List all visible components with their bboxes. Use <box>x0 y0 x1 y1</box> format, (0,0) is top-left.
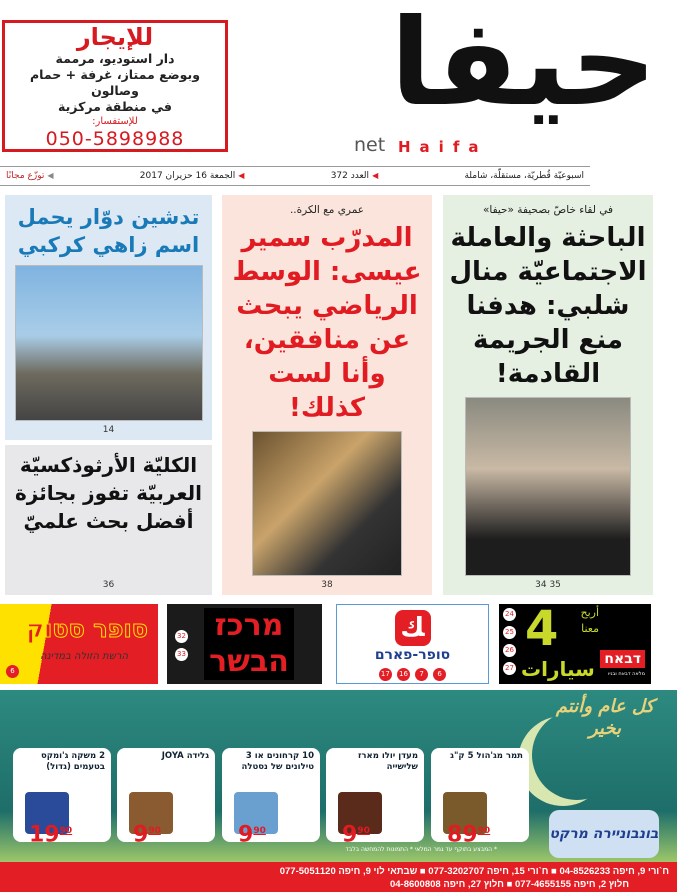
story-headline: الكليّة الأرثوذكسيّة العربيّة تفوز بجائزة أفضل بحث علميّ <box>15 453 202 533</box>
product-name: מעדן יולו מארז שלישייה <box>358 751 418 772</box>
story-right[interactable] <box>443 195 653 595</box>
ad-meat-center[interactable] <box>167 604 322 684</box>
page-badge: 6 <box>6 665 19 678</box>
story-headline: الباحثة والعاملة الاجتماعيّة منال شلبي: هدفنا منع الجريمة القادمة! <box>449 223 647 389</box>
product-card[interactable] <box>326 748 424 847</box>
product-price <box>342 822 370 847</box>
story-middle[interactable] <box>222 195 432 595</box>
product-price <box>238 822 266 847</box>
story-kicker: في لقاء خاصّ بصحيفة «حيفا» <box>482 204 614 216</box>
story-headline: المدرّب سمير عيسى: الوسط الرياضي يبحث عن منافقين، وأنا لست كذلك! <box>232 223 422 423</box>
price-whole: 9 <box>342 822 358 847</box>
product-card[interactable] <box>222 748 320 847</box>
ad-line: أربح <box>580 606 599 619</box>
product-price <box>133 822 161 847</box>
price-whole: 89 <box>447 822 478 847</box>
rent-line: في منطقة مركزية <box>58 99 172 114</box>
rent-line: دار استوديو، مرممة <box>55 51 175 66</box>
ad-line: سيارات <box>521 657 595 681</box>
page-number: 14 <box>102 425 115 435</box>
page-badge: 24 <box>503 608 516 621</box>
story-left-top[interactable] <box>5 195 212 440</box>
product-name: 2 משקה ג'ומקס בטעמים (גדול) <box>40 751 105 772</box>
branch-address: חלוץ 27, חיפה <box>443 879 504 890</box>
ad-name: סופר-פארם <box>374 647 451 663</box>
triangle-icon: ◀ <box>372 171 379 180</box>
price-cents: 90 <box>59 825 73 836</box>
price-cents: 90 <box>148 825 161 836</box>
branch-phone: 04-8526233 <box>559 866 611 877</box>
branch-phone: 077-5051120 <box>279 866 336 877</box>
issue-date: الجمعة 16 حزيران 2017 <box>139 171 236 181</box>
branch-phone: 077-3202707 <box>428 866 485 877</box>
page-number: 38 <box>321 580 333 590</box>
story-headline: تدشين دوّار يحمل اسم زاهي كركبي <box>17 205 200 257</box>
price-whole: 9 <box>238 822 254 847</box>
price-whole: 19 <box>29 822 60 847</box>
price-cents: 90 <box>477 825 491 836</box>
story-photo <box>465 397 631 576</box>
rent-inquiry: للإستفسار: <box>92 116 138 127</box>
ad-super-pharm[interactable] <box>336 604 489 684</box>
ad-super-stock[interactable] <box>0 604 158 684</box>
eid-greeting: كل عام وأنتم بخير <box>555 696 655 739</box>
branches-bar: ח`ורי 9, חיפה 04-8526233 ■ ח`ורי 15, חיפה 077-3202707 ■ שבתאי לוי 9, חיפה 077-5051120 חלוץ 2, חיפה 077-4655155 ■ חלוץ 27, חיפה 04-8600808 <box>0 862 677 892</box>
story-kicker: عمري مع الكرة.. <box>289 204 365 216</box>
branch-address: ח`ורי 15, חיפה <box>486 866 549 877</box>
branch-phone: 04-8600808 <box>389 879 441 890</box>
issue-number: العدد 372 <box>330 171 370 181</box>
rent-title: للإيجار <box>76 23 154 51</box>
page-badge: 7 <box>415 668 428 681</box>
ad-slogan: הרשת הזולה במדינה <box>40 651 128 662</box>
price-cents: 90 <box>253 825 266 836</box>
ad-name: סופר סטוק <box>26 615 148 643</box>
fineprint: * המבצע בתוקף עד גמר המלאי * התמונות להמחשה בלבד <box>345 846 497 853</box>
story-photo <box>252 431 402 576</box>
product-name: גלידה JOYA <box>161 751 209 761</box>
ad-name: מרכז הבשר <box>204 608 294 680</box>
ad-big-number: 4 <box>525 604 559 657</box>
story-photo <box>15 265 203 421</box>
branch-address: שבתאי לוי 9, חיפה <box>338 866 418 877</box>
branch-address: ח`ורי 9, חיפה <box>612 866 669 877</box>
ad-sub: מלאה דבאח ובניו <box>608 671 645 677</box>
super-pharm-logo-icon: ﻚ <box>395 610 431 646</box>
ad-dabah[interactable] <box>499 604 651 684</box>
page-number: 35 34 <box>535 580 561 590</box>
product-price <box>29 822 73 847</box>
branch-phone: 077-4655155 <box>515 879 571 890</box>
page-badge: 33 <box>175 648 188 661</box>
product-name: 10 קרחונים או 3 טילונים של נסטלה <box>241 751 314 772</box>
info-line <box>0 166 590 186</box>
page-badge: 25 <box>503 626 516 639</box>
price-whole: 9 <box>133 822 149 847</box>
product-name: תמר מג'הול 5 ק"ג <box>450 751 523 761</box>
branch-address: חלוץ 2, חיפה <box>573 879 629 890</box>
page-number: 36 <box>102 580 115 590</box>
tagline: اسبوعيّة قُطريّة، مستقلّة، شاملة <box>464 171 584 181</box>
triangle-icon: ◀ <box>47 171 54 180</box>
page-badge: 17 <box>379 668 392 681</box>
page-badge: 27 <box>503 662 516 675</box>
logo-arabic: حيفا <box>390 0 657 133</box>
rent-ad <box>2 20 228 152</box>
ad-name: דבאח <box>600 650 645 668</box>
triangle-icon: ◀ <box>238 171 245 180</box>
page-badge: 16 <box>397 668 410 681</box>
masthead-logo <box>258 0 677 160</box>
ad-line: معنا <box>581 622 599 635</box>
story-left-bottom[interactable] <box>5 445 212 595</box>
free-distribution: توزّع مجانًا <box>6 171 45 181</box>
product-card[interactable] <box>117 748 215 847</box>
logo-english: Haifa <box>398 138 488 156</box>
price-cents: 90 <box>357 825 370 836</box>
page-badge: 32 <box>175 630 188 643</box>
product-card[interactable] <box>431 748 529 847</box>
product-price <box>447 822 491 847</box>
page-badge: 26 <box>503 644 516 657</box>
logo-net: net <box>354 134 386 156</box>
rent-line: وبوضع ممتاز، غرفة + حمام وصالون <box>30 67 200 98</box>
page-badge: 6 <box>433 668 446 681</box>
brand-logo: בונבוניירה מרקט <box>549 810 659 858</box>
rent-phone: 050-5898988 <box>45 128 185 150</box>
product-card[interactable] <box>13 748 111 847</box>
